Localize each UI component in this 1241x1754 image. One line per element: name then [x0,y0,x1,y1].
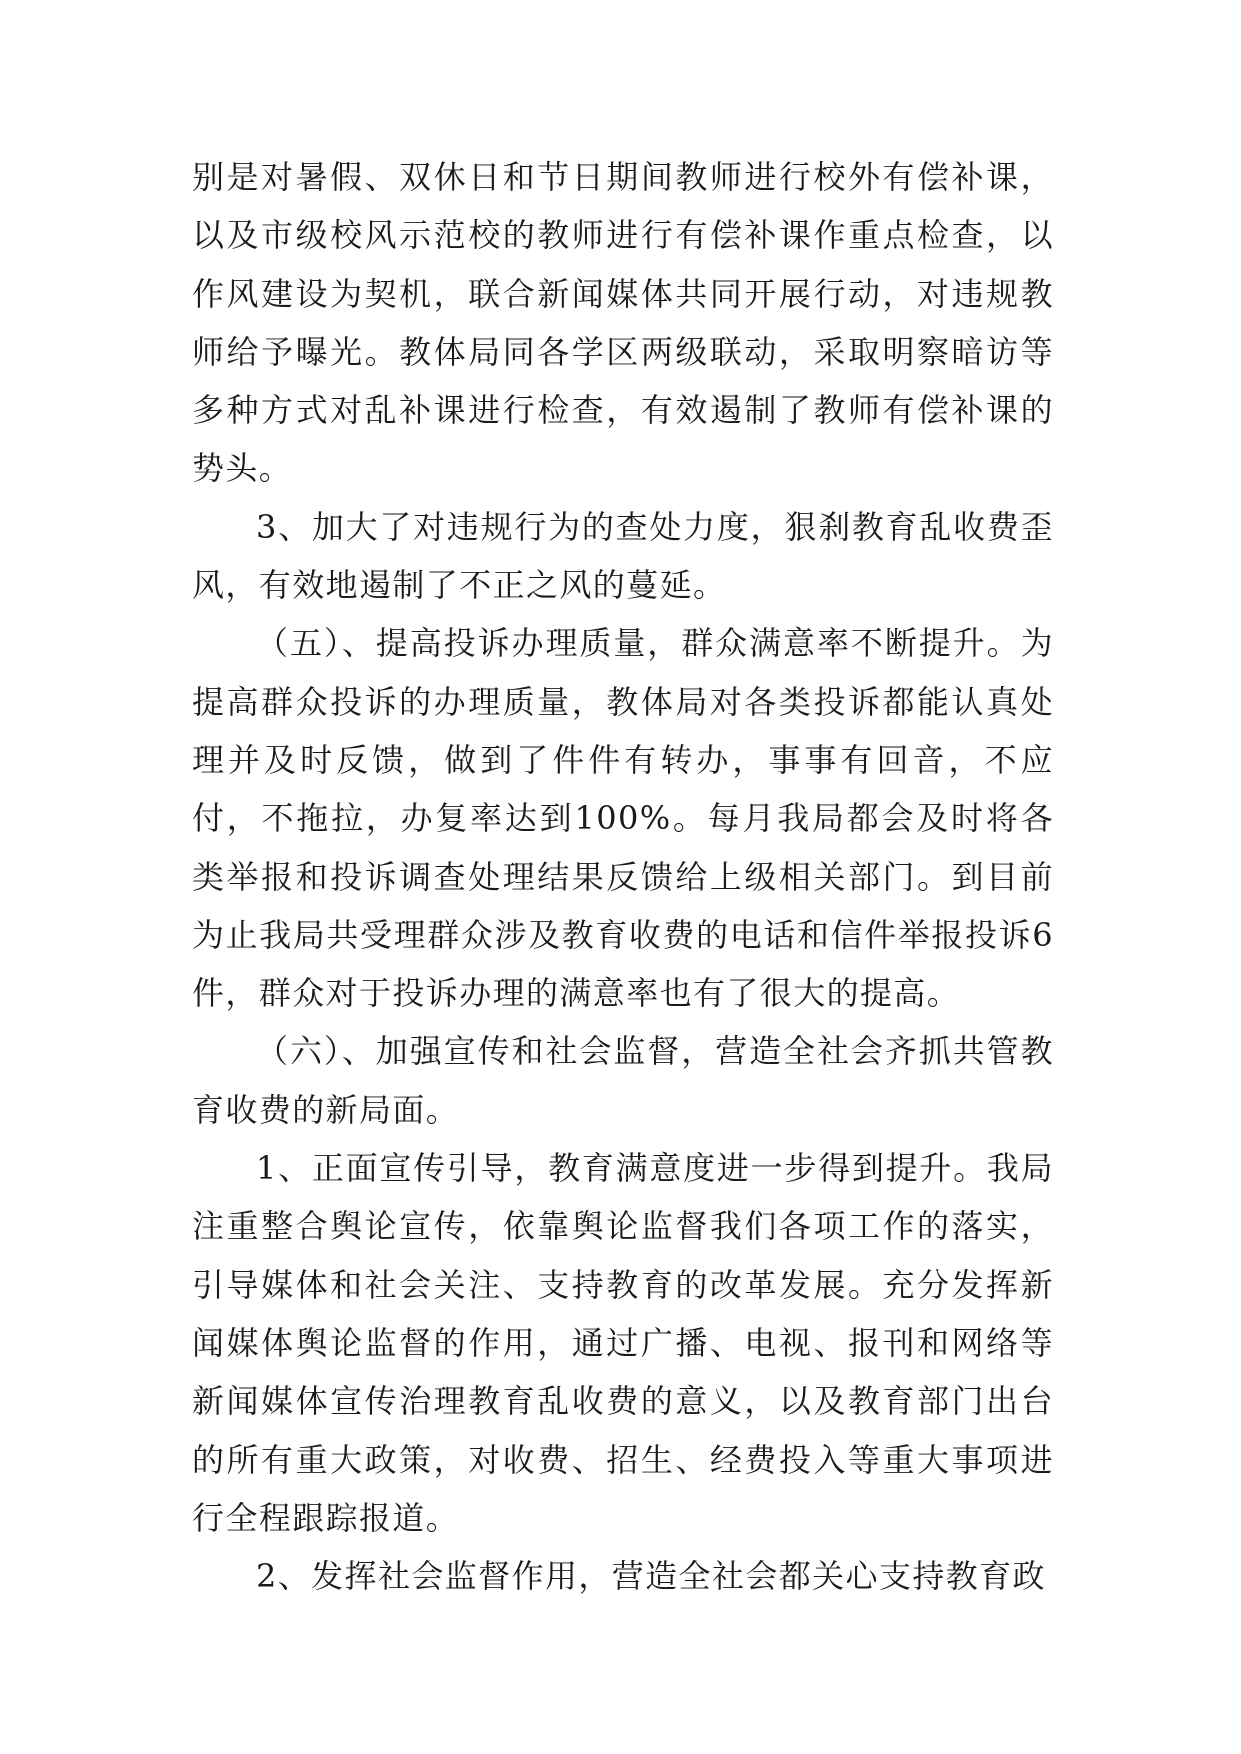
paragraph-section-6: （六）、加强宣传和社会监督，营造全社会齐抓共管教育收费的新局面。 [192,1032,1054,1129]
paragraph-item-2: 2、发挥社会监督作用，营造全社会都关心支持教育政 [256,1557,1046,1596]
paragraph-item-3: 3、加大了对违规行为的查处力度，狠刹教育乱收费歪风，有效地遏制了不正之风的蔓延。 [192,507,1054,605]
paragraph-item-1: 1、正面宣传引导，教育满意度进一步得到提升。我局注重整合舆论宣传，依靠舆论监督我们各项工作的落实，引导媒体和社会关注、支持教育的改革发展。充分发挥新闻媒体舆论监督的作用，通过广播、电视、报刊和网络等新闻媒体宣传治理教育乱收费的意义，以及教育部门出台的所有重大政策，对收费、招生、经费投入等重大事项进行全程跟踪报道。 [192,1149,1054,1537]
paragraph-section-5: （五）、提高投诉办理质量，群众满意率不断提升。为提高群众投诉的办理质量，教体局对各类投诉都能认真处理并及时反馈，做到了件件有转办，事事有回音，不应付，不拖拉，办复率达到100%。每月我局都会及时将各类举报和投诉调查处理结果反馈给上级相关部门。到目前为止我局共受理群众涉及教育收费的电话和信件举报投诉6件，群众对于投诉办理的满意率也有了很大的提高。 [192,624,1054,1013]
paragraph-continuation: 别是对暑假、双休日和节日期间教师进行校外有偿补课，以及市级校风示范校的教师进行有偿补课作重点检查，以作风建设为契机，联合新闻媒体共同开展行动，对违规教师给予曝光。教体局同各学区两级联动，采取明察暗访等多种方式对乱补课进行检查，有效遏制了教师有偿补课的势头。 [192,158,1054,488]
document-body [192,148,1054,1605]
